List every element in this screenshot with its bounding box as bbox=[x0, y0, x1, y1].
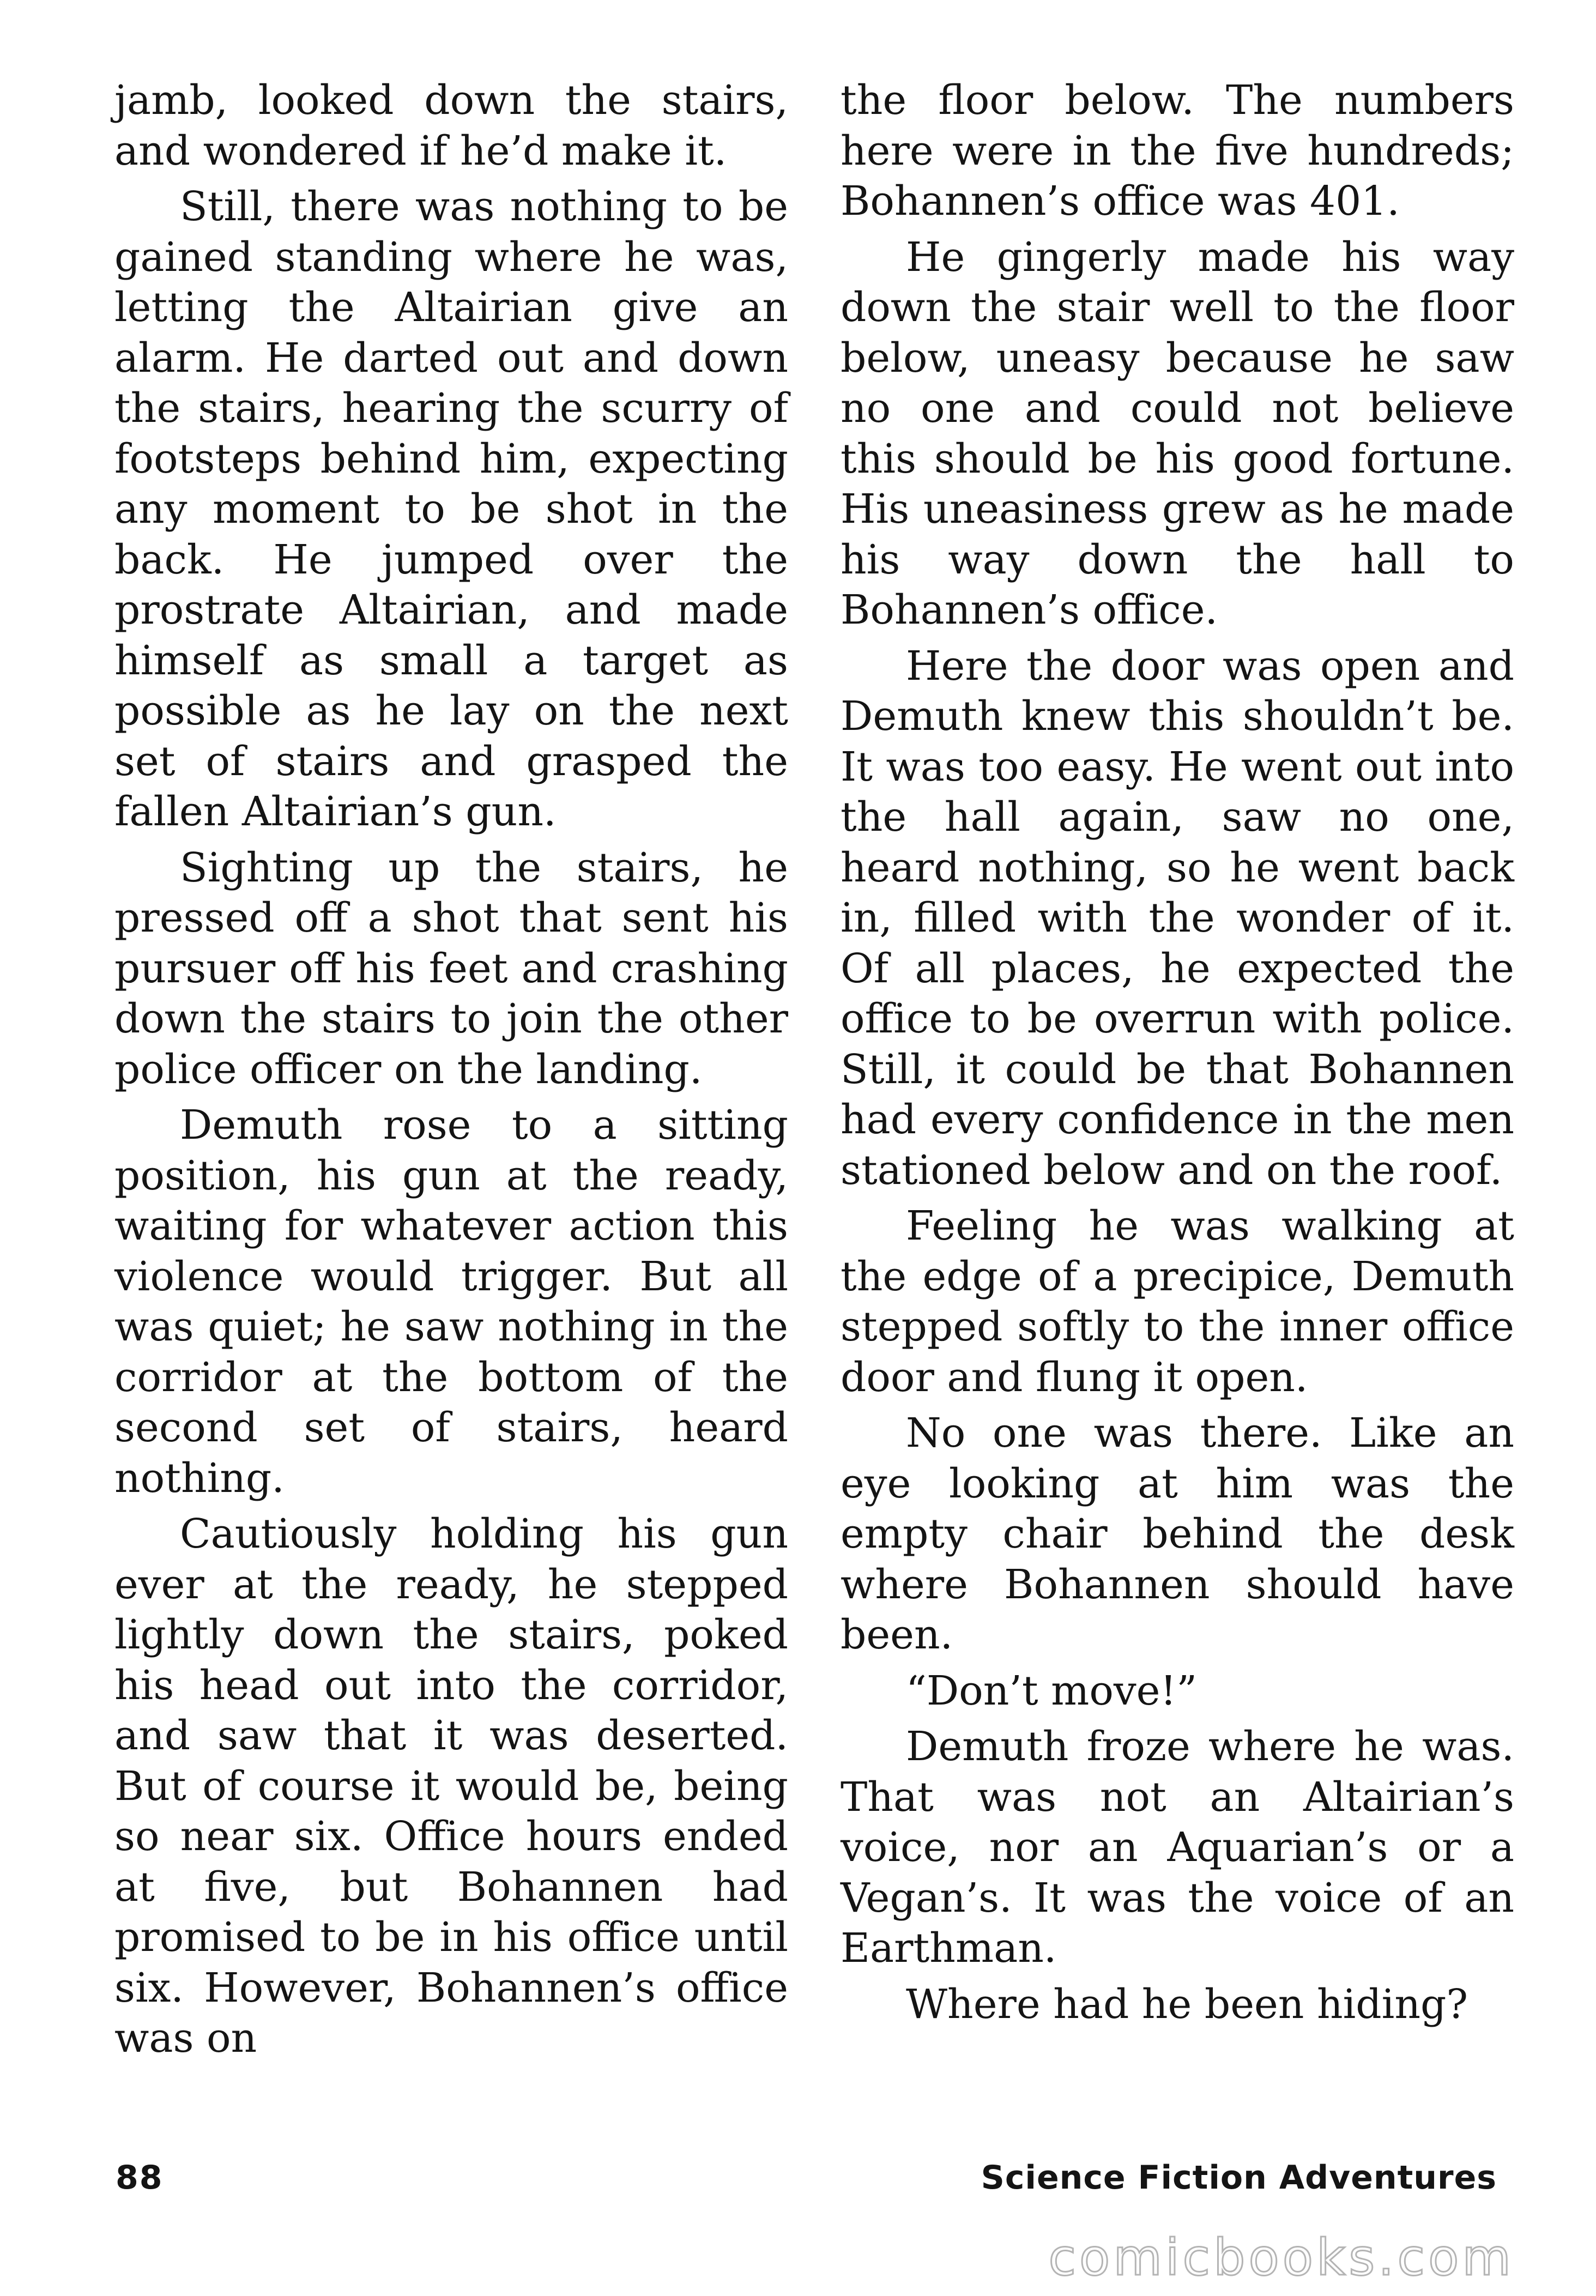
left-column bbox=[114, 75, 788, 2069]
watermark: comicbooks.com bbox=[1048, 2228, 1514, 2287]
paragraph: Feeling he was walking at the edge of a precipice, Demuth stepped softly to the inner office door and flung it open. bbox=[841, 1203, 1514, 1401]
paragraph: Demuth rose to a sitting position, his gun at the ready, waiting for whatever action this violence would trigger. But all was quiet; he saw nothing in the corridor at the bottom of the second set of stairs, heard nothing. bbox=[114, 1102, 788, 1502]
paragraph: Cautiously holding his gun ever at the ready, he stepped lightly down the stairs, poked his head out into the corridor, and saw that it was deserted. But of course it would be, being so near six. Office hours ended at five, but Bohannen had promised to be in his office until six. However, Bohannen’s office was on bbox=[114, 1510, 788, 2062]
paragraph: Sighting up the stairs, he pressed off a shot that sent his pursuer off his feet and crashing down the stairs to join the other police officer on the landing. bbox=[114, 844, 788, 1093]
paragraph: Where had he been hiding? bbox=[906, 1980, 1468, 2028]
paragraph: No one was there. Like an eye looking at him was the empty chair behind the desk where Bohannen should have been. bbox=[841, 1410, 1514, 1658]
paragraph: Here the door was open and Demuth knew this shouldn’t be. It was too easy. He went out into the hall again, saw no one, heard nothing, so he went back in, filled with the wonder of it. Of all places, he expected the office to be overrun with police. Still, it could be that Bohannen had every confidence in the men stationed below and on the roof. bbox=[841, 642, 1514, 1194]
right-column bbox=[841, 75, 1514, 2035]
paragraph: He gingerly made his way down the stair well to the floor below, uneasy because he saw no one and could not believe this should be his good fortune. His uneasiness grew as he made his way down the hall to Bohannen’s office. bbox=[841, 233, 1514, 633]
paragraph: the floor below. The numbers here were in the five hundreds; Bohannen’s office was 401. bbox=[841, 77, 1514, 225]
magazine-title: Science Fiction Adventures bbox=[981, 2159, 1497, 2197]
dialogue-line: “Don’t move!” bbox=[906, 1667, 1198, 1714]
paragraph: Demuth froze where he was. That was not an Altairian’s voice, nor an Aquarian’s or a Vegan’s. It was the voice of an Earthman. bbox=[841, 1723, 1514, 1972]
page-number: 88 bbox=[116, 2159, 164, 2197]
paragraph: jamb, looked down the stairs, and wondered if he’d make it. bbox=[114, 77, 788, 174]
paragraph: Still, there was nothing to be gained standing where he was, letting the Altairian give an alarm. He darted out and down the stairs, hearing the scurry of footsteps behind him, expecting any moment to be shot in the back. He jumped over the prostrate Altairian, and made himself as small a target as possible as he lay on the next set of stairs and grasped the fallen Altairian’s gun. bbox=[114, 183, 788, 835]
